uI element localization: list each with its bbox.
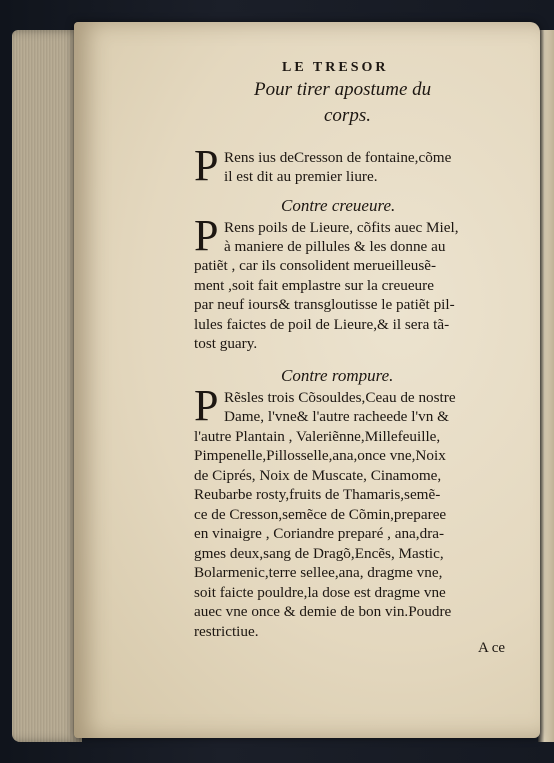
text-line: Bolarmenic,terre sellee,ana, dragme vne,: [194, 564, 443, 581]
text-line: l'autre Plantain , Valeriẽnne,Millefeuille,: [194, 428, 441, 445]
text-line: gmes deux,sang de Dragõ,Encẽs, Mastic,: [194, 545, 444, 562]
book-page-edges: [12, 30, 82, 742]
chapter-title-line-1: Pour tirer apostume du: [254, 79, 432, 100]
text-line: ment ,soit fait emplastre sur la creueure: [194, 277, 434, 294]
text-line: Dame, l'vne& l'autre racheede l'vn &: [224, 408, 449, 425]
facing-page-edge: [538, 30, 554, 742]
section-heading: Contre creueure.: [281, 196, 396, 215]
text-line: à maniere de pillules & les donne au: [224, 238, 446, 255]
running-head: LE TRESOR: [282, 60, 389, 75]
text-line: Rẽsles trois Cõsouldes,Ceau de nostre: [224, 389, 456, 406]
catchword: A ce: [478, 640, 506, 656]
text-line: Reubarbe rosty,fruits de Thamaris,semẽ-: [194, 486, 441, 503]
text-line: Rens poils de Lieure, cõfits auec Miel,: [224, 219, 459, 236]
text-line: tost guary.: [194, 335, 258, 352]
text-line: il est dit au premier liure.: [224, 168, 378, 185]
text-line: patiẽt , car ils consolident merueilleusẽ-: [194, 257, 437, 274]
text-line: ce de Cresson,semẽce de Cõmin,preparee: [194, 506, 447, 523]
text-line: en vinaigre , Coriandre preparé , ana,dra-: [194, 525, 445, 542]
chapter-title-line-2: corps.: [324, 105, 371, 126]
text-line: de Ciprés, Noix de Muscate, Cinamome,: [194, 467, 442, 484]
drop-cap-initial: P: [194, 211, 219, 260]
text-line: auec vne once & demie de bon vin.Poudre: [194, 603, 452, 620]
section-heading: Contre rompure.: [281, 366, 394, 385]
text-line: soit faicte pouldre,la dose est dragme vne: [194, 584, 446, 601]
drop-cap-initial: P: [194, 141, 219, 190]
text-line: Rens ius deCresson de fontaine,cõme: [224, 149, 452, 166]
text-line: restrictiue.: [194, 623, 259, 640]
text-line: lules faictes de poil de Lieure,& il sera tã-: [194, 316, 450, 333]
text-line: Pimpenelle,Pillosselle,ana,once vne,Noix: [194, 447, 446, 464]
drop-cap-initial: P: [194, 381, 219, 430]
text-line: par neuf iours& transgloutisse le patiẽt pil-: [194, 296, 455, 313]
